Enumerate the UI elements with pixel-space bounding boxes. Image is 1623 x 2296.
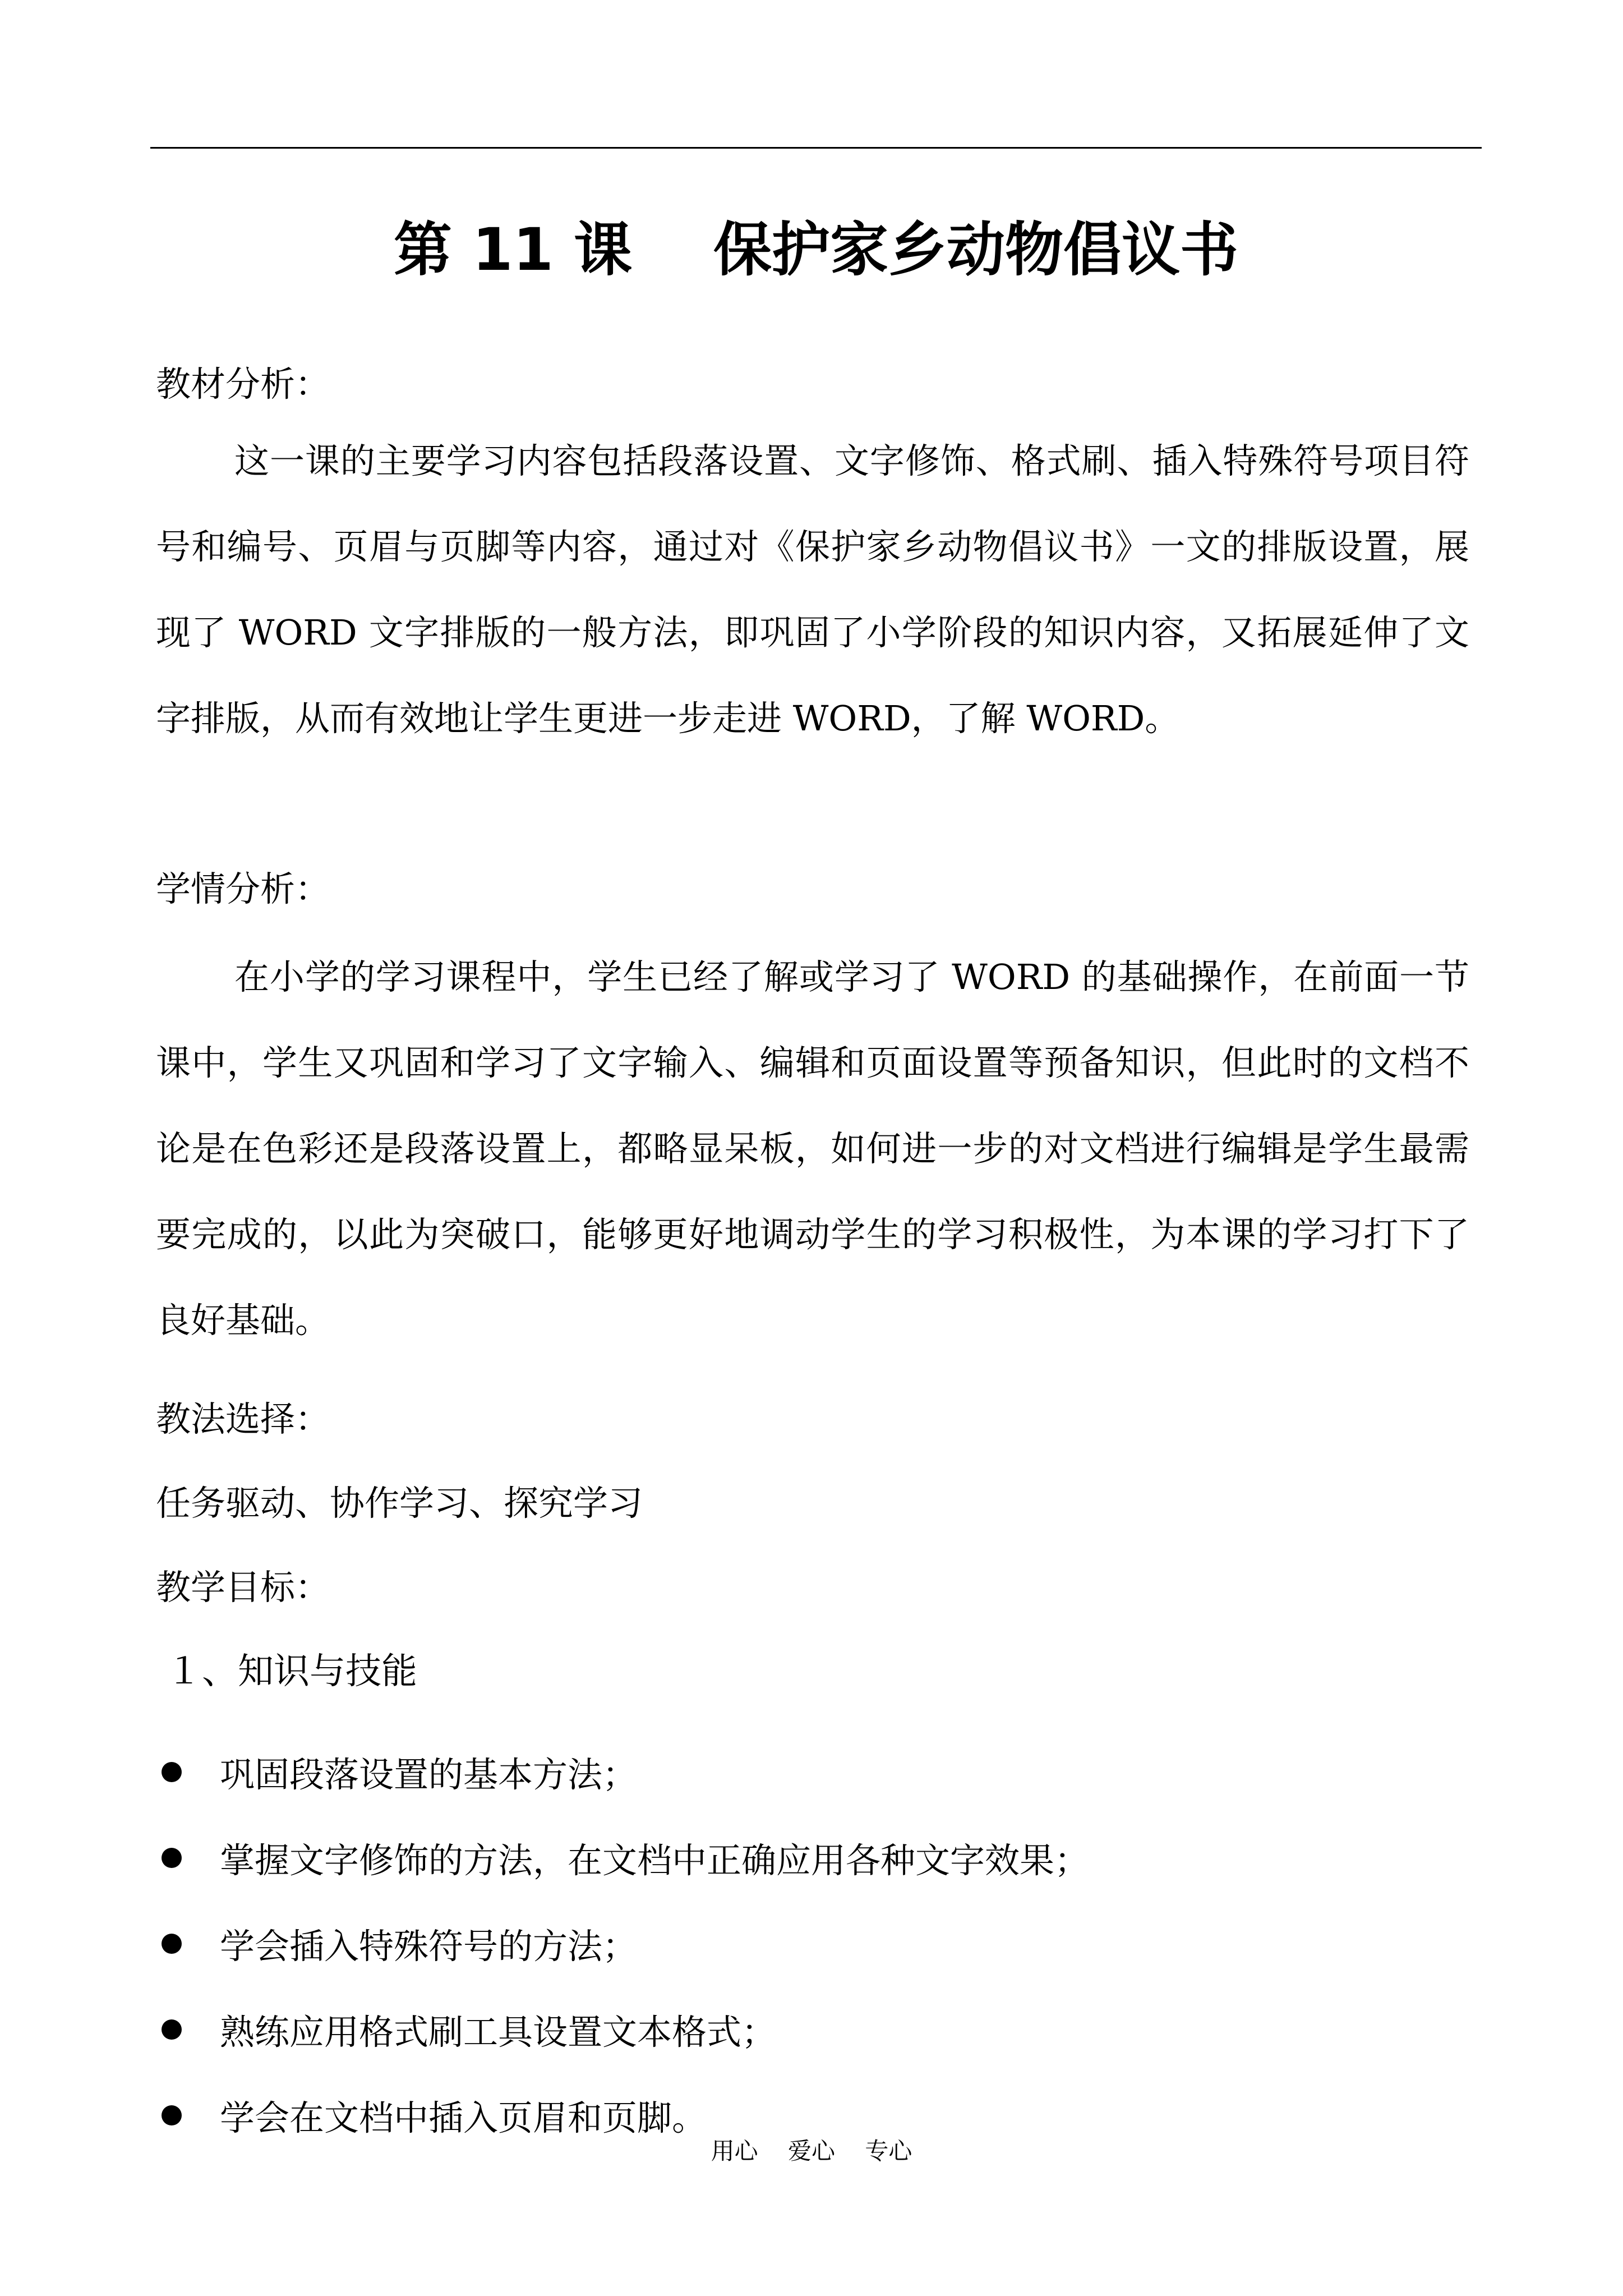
list-item (156, 1815, 1089, 1901)
list-item (156, 1986, 1089, 2072)
bullet-dot-icon (162, 2105, 182, 2125)
method-text: 任务驱动、协作学习、探究学习 (156, 1483, 643, 1524)
list-item (156, 1729, 1089, 1815)
list-item-text: 巩固段落设置的基本方法； (220, 1754, 638, 1795)
section-heading-material-analysis: 教材分析： (156, 364, 330, 404)
material-analysis-paragraph: 这一课的主要学习内容包括段落设置、文字修饰、格式刷、插入特殊符号项目符号和编号、页眉与页脚等内容，通过对《保护家乡动物倡议书》一文的排版设置，展现了 WORD 文字排版的一般方法，即巩固了小学阶段的知识内容，又拓展延伸了文字排版，从而有效地让学生更进一步走进 WORD，了解 WORD。 (156, 440, 1469, 739)
list-item-text: 学会在文档中插入页眉和页脚。 (220, 2097, 707, 2138)
list-item-text: 熟练应用格式刷工具设置文本格式； (220, 2012, 777, 2053)
header-rule (150, 147, 1482, 149)
bullet-dot-icon (162, 1934, 182, 1954)
list-item-text: 掌握文字修饰的方法，在文档中正确应用各种文字效果； (220, 1840, 1090, 1881)
bullet-dot-icon (162, 1762, 182, 1782)
section-heading-method: 教法选择： (156, 1398, 330, 1439)
section-heading-student-analysis: 学情分析： (156, 868, 330, 909)
list-item (156, 1901, 1089, 1986)
page-footer: 用心 爱心 专心 (711, 2137, 912, 2165)
bullet-dot-icon (162, 2019, 182, 2040)
goals-subheading-knowledge-skills: １、知识与技能 (166, 1651, 417, 1692)
section-heading-goals: 教学目标： (156, 1567, 330, 1608)
student-analysis-paragraph: 在小学的学习课程中，学生已经了解或学习了 WORD 的基础操作，在前面一节课中，学生又巩固和学习了文字输入、编辑和页面设置等预备知识，但此时的文档不论是在色彩还是段落设置上，都略显呆板，如何进一步的对文档进行编辑是学生最需要完成的，以此为突破口，能够更好地调动学生的学习积极性，为本课的学习打下了良好基础。 (156, 956, 1469, 1341)
goals-bullet-list (156, 1729, 1089, 2158)
list-item-text: 学会插入特殊符号的方法； (220, 1926, 638, 1967)
bullet-dot-icon (162, 1848, 182, 1868)
page-title: 第 11 课 保护家乡动物倡议书 (394, 215, 1238, 284)
